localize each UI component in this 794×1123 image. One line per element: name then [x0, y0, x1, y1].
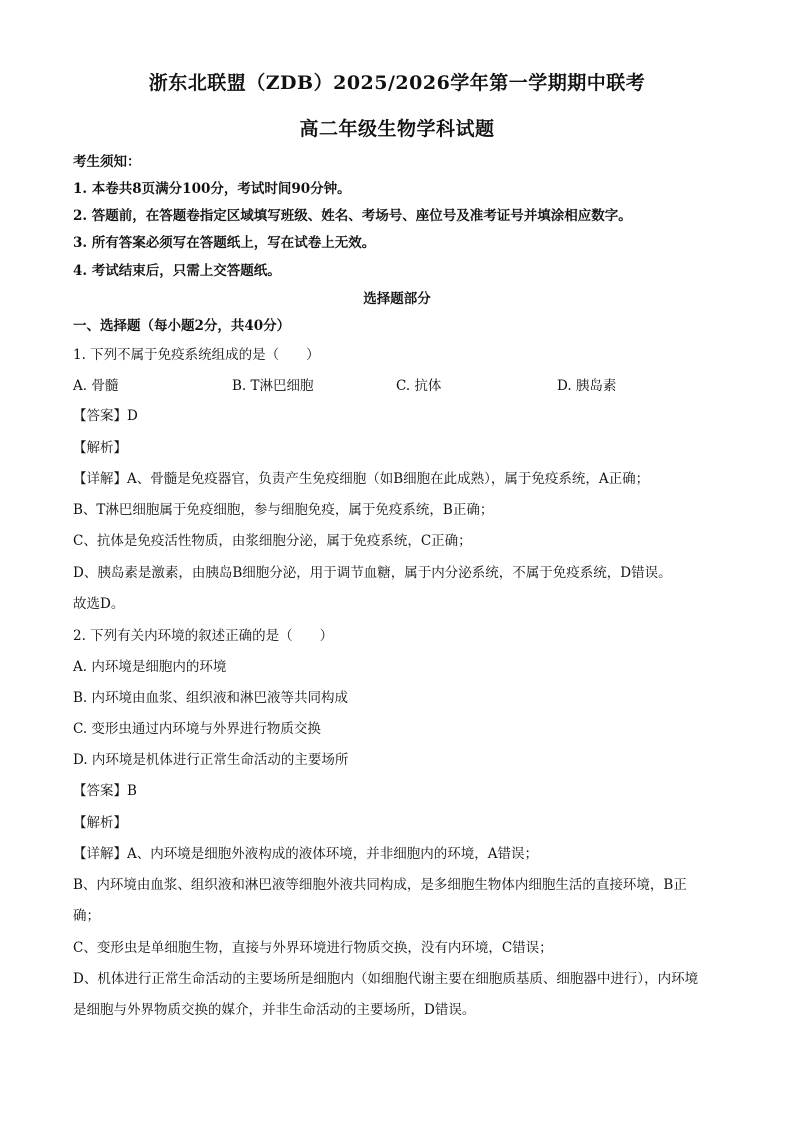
part-title: 一、选择题（每小题2分，共40分）	[73, 318, 291, 334]
q2-option-a: A. 内环境是细胞内的环境	[73, 659, 227, 675]
q2-analysis: 【解析】	[73, 815, 127, 831]
q1-option-b: B. T淋巴细胞	[232, 378, 314, 394]
q2-detail-2-cont: 确；	[73, 908, 100, 924]
q1-option-d: D. 胰岛素	[557, 378, 617, 394]
q1-stem: 1. 下列不属于免疫系统组成的是（ ）	[73, 347, 320, 363]
q1-detail-1: 【详解】A、骨髓是免疫器官，负责产生免疫细胞（如B细胞在此成熟），属于免疫系统，A正确；	[73, 471, 650, 487]
exam-title: 浙东北联盟（ZDB）2025/2026学年第一学期期中联考	[148, 72, 646, 94]
notice-item-4: 4. 考试结束后，只需上交答题纸。	[73, 263, 281, 279]
q1-option-c: C. 抗体	[396, 378, 442, 394]
notice-item-3: 3. 所有答案必须写在答题纸上，写在试卷上无效。	[73, 235, 376, 251]
q2-detail-4: D、机体进行正常生命活动的主要场所是细胞内（如细胞代谢主要在细胞质基质、细胞器中进行），内环境	[73, 971, 699, 987]
q2-option-c: C. 变形虫通过内环境与外界进行物质交换	[73, 721, 321, 737]
q1-analysis: 【解析】	[73, 440, 127, 456]
q2-option-b: B. 内环境由血浆、组织液和淋巴液等共同构成	[73, 690, 349, 706]
q2-option-d: D. 内环境是机体进行正常生命活动的主要场所	[73, 752, 349, 768]
notice-heading: 考生须知：	[73, 154, 141, 170]
q1-answer: 【答案】D	[73, 408, 138, 424]
q2-detail-4-cont: 是细胞与外界物质交换的媒介，并非生命活动的主要场所，D错误。	[73, 1002, 476, 1018]
q2-detail-2: B、内环境由血浆、组织液和淋巴液等细胞外液共同构成，是多细胞生物体内细胞生活的直接环境，B正	[73, 877, 687, 893]
q2-stem: 2. 下列有关内环境的叙述正确的是（ ）	[73, 628, 334, 644]
q1-detail-4: D、胰岛素是激素，由胰岛B细胞分泌，用于调节血糖，属于内分泌系统，不属于免疫系统，D错误。	[73, 565, 672, 581]
exam-subtitle: 高二年级生物学科试题	[299, 118, 495, 140]
q1-detail-2: B、T淋巴细胞属于免疫细胞，参与细胞免疫，属于免疫系统，B正确；	[73, 502, 494, 518]
notice-item-2: 2. 答题前，在答题卷指定区域填写班级、姓名、考场号、座位号及准考证号并填涂相应数字。	[73, 208, 632, 224]
q1-detail-3: C、抗体是免疫活性物质，由浆细胞分泌，属于免疫系统，C正确；	[73, 533, 472, 549]
q1-option-a: A. 骨髓	[73, 378, 119, 394]
notice-item-1: 1. 本卷共8页满分100分，考试时间90分钟。	[73, 181, 351, 197]
section-title: 选择题部分	[363, 291, 431, 307]
q1-conclusion: 故选D。	[73, 596, 125, 612]
q2-answer: 【答案】B	[73, 783, 137, 799]
q2-detail-1: 【详解】A、内环境是细胞外液构成的液体环境，并非细胞内的环境，A错误；	[73, 846, 538, 862]
q2-detail-3: C、变形虫是单细胞生物，直接与外界环境进行物质交换，没有内环境，C错误；	[73, 940, 553, 956]
